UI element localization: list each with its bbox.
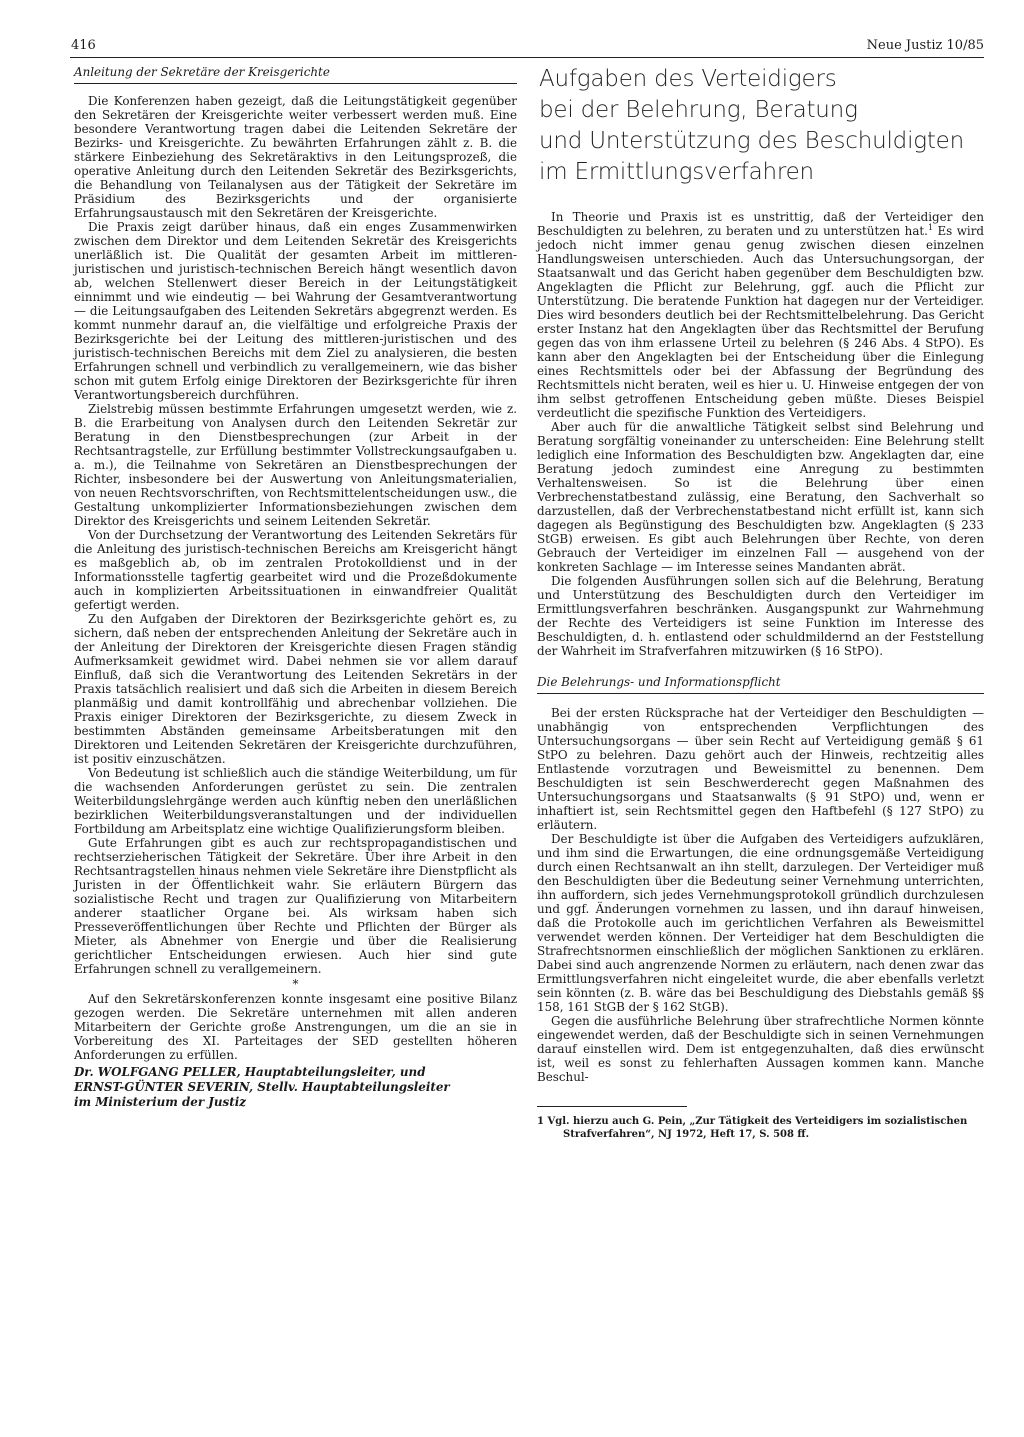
paragraph: Die folgenden Ausführungen sollen sich auf die Belehrung, Beratung und Unterstützung des Beschuldigten durch den Verteidiger im Ermittlungsverfahren beschränken. Ausgangspunkt zur Wahrnehmung der Rechte des Verteidigers ist seine Funktion im Interesse des Beschuldigten, d. h. entlastend oder schuldmildernd an der Feststellung der Wahrheit im Strafverfahren mitzuwirken (§ 16 StPO). [537,574,984,658]
paragraph: Zielstrebig müssen bestimmte Erfahrungen umgesetzt werden, wie z. B. die Erarbeitung von Analysen durch den Leitenden Sekretär zur Beratung in den Dienstbesprechungen (zur Arbeit in der Rechtsantragstelle, zur Erfüllung bestimmter Vollstreckungsaufgaben u. a. m.), die Teilnahme von Sekretären an Dienstbesprechungen der Richter, insbesondere bei der Auswertung von Anleitungsmaterialien, von neuen Rechtsvorschriften, von Rechtsmittelentscheidungen usw., die Gestaltung unkomplizierter Informationsbeziehungen zwischen dem Direktor des Kreisgerichts und seinem Leitenden Sekretär. [74,402,517,528]
journal-issue: Neue Justiz 10/85 [866,38,984,53]
article-title-line: Aufgaben des Verteidigers [539,66,837,92]
signature-line: im Ministerium der Justiz [74,1095,246,1109]
signature-line: ERNST-GÜNTER SEVERIN, Stellv. Hauptabteilungsleiter [74,1080,450,1094]
article-title-line: und Unterstützung des Beschuldigten [539,128,965,154]
page-number: 416 [71,38,96,53]
header-rule [70,57,984,58]
article-title-line: im Ermittlungsverfahren [539,159,814,185]
paragraph: Aber auch für die anwaltliche Tätigkeit selbst sind Belehrung und Beratung sorgfältig voneinander zu unterscheiden: Eine Belehrung stellt lediglich eine Information des Beschuldigten bzw. Angeklagten dar, eine Beratung jedoch zumindest eine Anregung zu bestimmten Verhaltensweisen. So ist die Belehrung über einen Verbrechenstatbestand zulässig, eine Beratung, den Sachverhalt so darzustellen, daß der Verbrechenstatbestand nicht erfüllt ist, kann sich dagegen als Begünstigung des Beschuldigten bzw. Angeklagten (§ 233 StGB) erweisen. Es gibt auch Belehrungen über Rechte, von deren Gebrauch der Verteidiger im einzelnen Fall — ausgehend von der konkreten Sachlage — im Interesse seines Mandanten abrät. [537,420,984,574]
paragraph: Der Beschuldigte ist über die Aufgaben des Verteidigers aufzuklären, und ihm sind die Erwartungen, die eine ordnungsgemäße Verteidigung durch einen Rechtsanwalt an ihn stellt, darzulegen. Der Verteidiger muß den Beschuldigten über die Bedeutung seiner Vernehmung unterrichten, ihn auffordern, sich jedes Vernehmungsprotokoll gründlich durchzulesen und ggf. Änderungen vornehmen zu lassen, und ihn darauf hinweisen, daß die Protokolle auch im gerichtlichen Verfahren als Beweismittel verwendet werden können. Der Verteidiger hat dem Beschuldigten die Strafrechtsnormen einschließlich der möglichen Sanktionen zu erklären. Dabei sind auch angrenzende Normen zu erläutern, nach denen zwar das Ermittlungsverfahren nicht eingeleitet wurde, die aber ebenfalls verletzt sein könnten (z. B. wäre das bei Beschuldigung des Diebstahls gemäß §§ 158, 161 StGB der § 162 StGB). [537,832,984,1014]
article-title-line: bei der Belehrung, Beratung [539,97,858,123]
footnote-rule [537,1106,687,1107]
section-title-information-duty: Die Belehrungs- und Informationspflicht [537,674,984,694]
paragraph: Die Praxis zeigt darüber hinaus, daß ein enges Zusammenwirken zwischen dem Direktor und dem Leitenden Sekretär des Kreisgerichts unerläßlich ist. Die Qualität der gesamten Arbeit im mittleren-juristischen und juristisch-technischen Bereich hängt wesentlich davon ab, welchen Stellenwert dieser Bereich in der Leitungstätigkeit einnimmt und wie eindeutig — bei Wahrung der Gesamtverantwortung — die Leitungsaufgaben des Leitenden Sekretärs abgegrenzt werden. Es kommt nunmehr darauf an, die vielfältige und erfolgreiche Praxis der Bezirksgerichte bei der Leitung des mittleren-juristischen und des juristisch-technischen Bereichs mit dem Ziel zu analysieren, die besten Erfahrungen schnell und verbindlich zu verallgemeinern, wie das bisher schon mit gutem Erfolg einige Direktoren der Bezirksgerichte für ihren Verantwortungsbereich durchführen. [74,220,517,402]
article-title [539,64,984,188]
intro-paragraph [537,210,984,420]
paragraph: Zu den Aufgaben der Direktoren der Bezirksgerichte gehört es, zu sichern, daß neben der entsprechenden Anleitung der Sekretäre auch in der Anleitung der Direktoren der Kreisgerichte diesen Fragen ständig Aufmerksamkeit gewidmet wird. Dabei nehmen sie vor allem darauf Einfluß, daß sich die Verantwortung des Leitenden Sekretärs in der Praxis tatsächlich realisiert und daß sich die Arbeiten in diesem Bereich planmäßig und damit kontrollfähig und abrechenbar vollziehen. Die Praxis einiger Direktoren der Bezirksgerichte, zu diesem Zweck in bestimmten Abständen gemeinsame Arbeitsberatungen mit den Direktoren und Leitenden Sekretären der Kreisgerichte durchzuführen, ist positiv einzuschätzen. [74,612,517,766]
right-column [537,64,984,1141]
footnote-reference: 1 [927,223,934,233]
signature-line: Dr. WOLFGANG PELLER, Hauptabteilungsleiter, und [74,1065,426,1079]
paragraph: Gegen die ausführliche Belehrung über strafrechtliche Normen könnte eingewendet werden, daß der Beschuldigte sich in seinen Vernehmungen darauf einstellen wird. Dem ist entgegenzuhalten, daß dies erwünscht ist, weil es sonst zu fehlerhaften Aussagen kommen kann. Manche Beschul- [537,1014,984,1084]
author-signature [74,1065,517,1110]
closing-paragraph: Auf den Sekretärskonferenzen konnte insgesamt eine positive Bilanz gezogen werden. Die Sekretäre unternehmen mit allen anderen Mitarbeitern der Gerichte große Anstrengungen, um die an sie in Vorbereitung des XI. Parteitages der SED gestellten höheren Anforderungen zu erfüllen. [74,992,517,1062]
paragraph: Von der Durchsetzung der Verantwortung des Leitenden Sekretärs für die Anleitung des juristisch-technischen Bereichs am Kreisgericht hängt es maßgeblich ab, ob im zentralen Protokolldienst und in der Informationsstelle tagfertig gearbeitet wird und die Prozeßdokumente auch in komplizierten Arbeitssituationen in einwandfreier Qualität gefertigt werden. [74,528,517,612]
footnote: 1 Vgl. hierzu auch G. Pein, „Zur Tätigkeit des Verteidigers im sozialistischen Strafverfahren“, NJ 1972, Heft 17, S. 508 ff. [537,1116,968,1140]
paragraph: Von Bedeutung ist schließlich auch die ständige Weiterbildung, um für die wachsenden Anforderungen gerüstet zu sein. Die zentralen Weiterbildungslehrgänge werden auch künftig neben den unerläßlichen bezirklichen Weiterbildungsveranstaltungen und der individuellen Fortbildung am Arbeitsplatz eine wichtige Qualifizierungsform bleiben. [74,766,517,836]
paragraph: Gute Erfahrungen gibt es auch zur rechtspropagandistischen und rechtserzieherischen Tätigkeit der Sekretäre. Über ihre Arbeit in den Rechtsantragstellen hinaus nehmen viele Sekretäre ihre Dienstpflicht als Juristen in der Öffentlichkeit wahr. Sie erläutern Bürgern das sozialistische Recht und tragen zur Qualifizierung von Mitarbeitern anderer staatlicher Organe bei. Als wirksam haben sich Presseveröffentlichungen über Rechte und Pflichten der Bürger als Mieter, als Abnehmer von Energie und über die Realisierung gerichtlicher Entscheidungen erwiesen. Auch hier sind gute Erfahrungen schnell zu verallgemeinern. [74,836,517,976]
paragraph: Die Konferenzen haben gezeigt, daß die Leitungstätigkeit gegenüber den Sekretären der Kreisgerichte weiter verbessert werden muß. Eine besondere Verantwortung tragen dabei die Leitenden Sekretäre der Bezirks- und Kreisgerichte. Zu bewährten Erfahrungen zählt z. B. die stärkere Einbeziehung des Sekretäraktivs in den Leitungsprozeß, die operative Anleitung durch den Leitenden Sekretär des Bezirksgerichts, die Behandlung von Teilanalysen aus der Tätigkeit der Sekretäre im Präsidium des Bezirksgerichts und der organisierte Erfahrungsaustausch mit den Sekretären der Kreisgerichte. [74,94,517,220]
intro-text: Es wird jedoch nicht immer genau genug zwischen diesen einzelnen Handlungsweisen unterschieden. Auch das Untersuchungsorgan, der Staatsanwalt und das Gericht haben gegenüber dem Beschuldigten bzw. Angeklagten die Pflicht zur Belehrung, ggf. auch die Pflicht zur Unterstützung. Die beratende Funktion hat dagegen nur der Verteidiger. Dies wird besonders deutlich bei der Rechtsmittelbelehrung. Das Gericht erster Instanz hat den Angeklagten über das Rechtsmittel der Berufung gegen das von ihm erlassene Urteil zu belehren (§ 246 Abs. 4 StPO). Es kann aber den Angeklagten bei der Entscheidung über die Einlegung eines Rechtsmittels oder bei der Abfassung der Begründung des Rechtsmittels nicht beraten, weil es hier u. U. Hinweise entgegen der von ihm selbst getroffenen Entscheidung geben müßte. Dieses Beispiel verdeutlicht die spezifische Funktion des Verteidigers. [537,224,984,420]
asterisk-separator: * [292,977,299,991]
section-title-secretaries: Anleitung der Sekretäre der Kreisgerichte [74,64,517,84]
paragraph: Bei der ersten Rücksprache hat der Verteidiger den Beschuldigten — unabhängig von entsprechenden Verpflichtungen des Untersuchungsorgans — über sein Recht auf Verteidigung gemäß § 61 StPO zu belehren. Dazu gehört auch der Hinweis, rechtzeitig alles Entlastende vorzutragen und Beweismittel zu benennen. Dem Beschuldigten ist sein Beschwerderecht gegen Maßnahmen des Untersuchungsorgans und Staatsanwalts (§ 91 StPO) und, wenn er inhaftiert ist, sein Rechtsmittel gegen den Haftbefehl (§ 127 StPO) zu erläutern. [537,706,984,832]
left-column [74,64,517,1110]
intro-text: In Theorie und Praxis ist es unstrittig, daß der Verteidiger den Beschuldigten zu belehren, zu beraten und zu unterstützen hat. [537,210,984,238]
